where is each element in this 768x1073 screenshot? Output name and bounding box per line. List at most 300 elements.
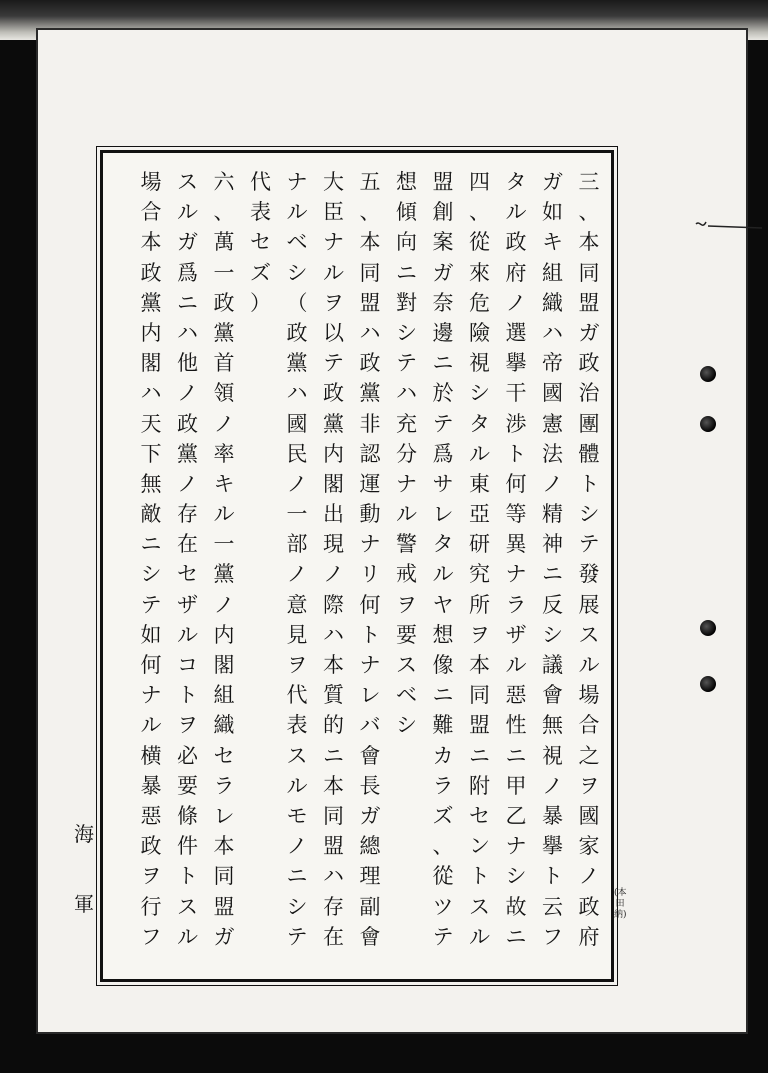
glyph: ナ: [359, 653, 381, 677]
glyph: ル: [286, 200, 308, 225]
text-column-1: [575, 167, 603, 952]
glyph: 意: [286, 592, 308, 617]
glyph: 政: [177, 411, 198, 436]
glyph: 傾: [396, 200, 417, 225]
glyph: 際: [323, 592, 344, 617]
glyph: 無: [542, 713, 563, 738]
glyph: 本: [578, 230, 600, 255]
glyph: レ: [359, 683, 381, 708]
glyph: 敵: [140, 502, 162, 527]
glyph: ニ: [140, 532, 162, 557]
glyph: 領: [213, 381, 235, 406]
glyph: ノ: [578, 864, 600, 889]
glyph: ラ: [213, 773, 235, 798]
glyph: 黨: [177, 441, 198, 466]
glyph: 等: [505, 502, 527, 527]
glyph: ノ: [213, 411, 235, 436]
glyph: 從: [469, 230, 490, 255]
glyph: 分: [396, 441, 417, 466]
glyph: 政: [359, 351, 381, 376]
glyph: 政: [140, 260, 162, 285]
glyph: 本: [140, 230, 162, 255]
glyph: 本: [323, 773, 344, 798]
glyph: 民: [286, 441, 308, 466]
glyph: ズ: [250, 260, 271, 285]
glyph: シ: [286, 260, 308, 285]
glyph: 議: [542, 653, 563, 677]
glyph: ス: [177, 894, 198, 919]
glyph: 必: [177, 743, 198, 768]
glyph: 本: [469, 653, 490, 677]
glyph: 要: [177, 773, 198, 798]
glyph: ガ: [432, 260, 454, 285]
glyph: ヲ: [396, 592, 417, 617]
glyph: 像: [432, 653, 454, 677]
glyph: ニ: [432, 683, 454, 708]
glyph: 從: [432, 864, 454, 889]
glyph: ル: [323, 260, 344, 285]
glyph: 同: [578, 260, 600, 285]
glyph: 代: [250, 170, 271, 194]
glyph: 理: [359, 864, 381, 889]
glyph: 非: [359, 411, 381, 436]
glyph: バ: [359, 713, 381, 738]
glyph: シ: [469, 381, 490, 406]
text-column-8: [320, 167, 348, 952]
glyph: 體: [578, 441, 600, 466]
glyph: ナ: [323, 230, 344, 255]
glyph: 乙: [505, 803, 527, 828]
glyph: ベ: [286, 230, 308, 255]
glyph: ラ: [432, 773, 454, 798]
glyph: 東: [469, 471, 490, 496]
glyph: ノ: [286, 834, 308, 859]
glyph: ガ: [359, 803, 381, 828]
glyph: ハ: [140, 381, 162, 406]
glyph: 甲: [505, 773, 527, 798]
glyph: ナ: [396, 471, 417, 496]
glyph: タ: [469, 411, 490, 436]
glyph: 想: [432, 622, 454, 647]
glyph: 組: [213, 683, 235, 708]
glyph: 率: [213, 441, 235, 466]
glyph: 要: [396, 622, 417, 647]
glyph: 亞: [469, 502, 490, 527]
glyph: フ: [140, 924, 162, 949]
glyph: 暴: [542, 803, 563, 828]
glyph: セ: [177, 562, 198, 587]
glyph: 究: [469, 562, 490, 587]
glyph: 政: [578, 351, 600, 376]
glyph: 家: [578, 834, 600, 859]
glyph: シ: [578, 502, 600, 527]
glyph: ハ: [177, 320, 198, 345]
punch-hole: [700, 676, 716, 692]
glyph: 盟: [323, 834, 344, 859]
glyph: 險: [469, 320, 490, 345]
glyph: ニ: [542, 562, 563, 587]
glyph: 所: [469, 592, 490, 617]
glyph: 之: [578, 743, 600, 768]
glyph: 黨: [213, 320, 235, 345]
glyph: テ: [323, 351, 344, 376]
glyph: 臣: [323, 200, 344, 225]
glyph: 在: [323, 924, 344, 949]
glyph: モ: [286, 803, 308, 828]
glyph: 三: [578, 170, 600, 194]
glyph: ル: [177, 622, 198, 647]
glyph: ス: [396, 653, 417, 677]
glyph: 四: [469, 170, 490, 194]
glyph: 下: [140, 441, 162, 466]
glyph: 閣: [213, 653, 235, 677]
glyph: ガ: [213, 924, 235, 949]
glyph: 織: [213, 713, 235, 738]
glyph: 警: [396, 532, 417, 557]
text-column-4: [466, 167, 494, 952]
glyph: ル: [505, 200, 527, 225]
glyph: 組: [542, 260, 563, 285]
glyph: サ: [432, 471, 454, 496]
glyph: 同: [469, 683, 490, 708]
punch-hole: [700, 416, 716, 432]
glyph: 現: [323, 532, 344, 557]
glyph: 場: [578, 683, 600, 708]
text-column-12: [174, 167, 202, 952]
glyph: （: [286, 290, 308, 315]
glyph: キ: [213, 471, 235, 496]
glyph: 暴: [140, 773, 162, 798]
glyph: ツ: [432, 894, 454, 919]
glyph: 展: [578, 592, 600, 617]
glyph: ベ: [396, 683, 417, 708]
glyph: 行: [140, 894, 162, 919]
glyph: テ: [432, 411, 454, 436]
glyph: ル: [578, 653, 600, 677]
glyph: 奈: [432, 290, 454, 315]
glyph: ト: [542, 864, 563, 889]
glyph: ル: [213, 502, 235, 527]
glyph: ザ: [177, 592, 198, 617]
glyph: 府: [578, 924, 600, 949]
glyph: 見: [286, 622, 308, 647]
glyph: 内: [140, 320, 162, 345]
glyph: ハ: [323, 622, 344, 647]
glyph: 存: [323, 894, 344, 919]
glyph: 憲: [542, 411, 563, 436]
glyph: 合: [578, 713, 600, 738]
glyph: カ: [432, 743, 454, 768]
glyph: ト: [359, 622, 381, 647]
glyph: 内: [213, 622, 235, 647]
glyph: 以: [323, 320, 344, 345]
glyph: ナ: [359, 532, 381, 557]
glyph: ハ: [359, 320, 381, 345]
glyph: 存: [177, 502, 198, 527]
glyph: 表: [250, 200, 271, 225]
glyph: 向: [396, 230, 417, 255]
text-column-13: [137, 167, 165, 952]
glyph: 政: [213, 290, 235, 315]
glyph: シ: [542, 622, 563, 647]
glyph: ナ: [140, 683, 162, 708]
glyph: ノ: [177, 471, 198, 496]
glyph: ヲ: [177, 713, 198, 738]
glyph: ガ: [542, 170, 563, 194]
glyph: ガ: [177, 230, 198, 255]
glyph: 、: [432, 834, 454, 859]
glyph: 盟: [578, 290, 600, 315]
glyph: 政: [505, 230, 527, 255]
glyph: 動: [359, 502, 381, 527]
glyph: ノ: [323, 562, 344, 587]
margin-char-2: 軍: [74, 892, 94, 916]
glyph: ヲ: [578, 773, 600, 798]
glyph: 内: [323, 441, 344, 466]
glyph: ナ: [286, 170, 308, 194]
glyph: 横: [140, 743, 162, 768]
glyph: 本: [323, 653, 344, 677]
glyph: ニ: [505, 924, 527, 949]
glyph: 如: [542, 200, 563, 225]
glyph: フ: [542, 924, 563, 949]
glyph: 、: [213, 200, 235, 225]
text-column-10: [247, 167, 275, 318]
glyph: 何: [140, 653, 162, 677]
glyph: 會: [359, 924, 381, 949]
glyph: ノ: [505, 290, 527, 315]
glyph: 何: [505, 471, 527, 496]
text-column-6: [393, 167, 421, 741]
glyph: ）: [250, 290, 271, 315]
glyph: 難: [432, 713, 454, 738]
glyph: ハ: [286, 381, 308, 406]
glyph: ザ: [505, 622, 527, 647]
glyph: 附: [469, 773, 490, 798]
glyph: テ: [286, 924, 308, 949]
glyph: 戒: [396, 562, 417, 587]
text-column-7: [356, 167, 384, 952]
glyph: リ: [359, 562, 381, 587]
glyph: 在: [177, 532, 198, 557]
glyph: 創: [432, 200, 454, 225]
glyph: 他: [177, 351, 198, 376]
glyph: シ: [140, 562, 162, 587]
glyph: 研: [469, 532, 490, 557]
margin-char-1: 海: [74, 822, 94, 846]
glyph: ハ: [542, 320, 563, 345]
glyph: ニ: [505, 743, 527, 768]
glyph: 帝: [542, 351, 563, 376]
glyph: 國: [286, 411, 308, 436]
glyph: ル: [469, 924, 490, 949]
glyph: 閣: [323, 471, 344, 496]
glyph: 副: [359, 894, 381, 919]
glyph: 危: [469, 290, 490, 315]
glyph: 擧: [542, 834, 563, 859]
glyph: 精: [542, 502, 563, 527]
glyph: コ: [177, 653, 198, 677]
glyph: 如: [140, 622, 162, 647]
glyph: 政: [578, 894, 600, 919]
glyph: 條: [177, 803, 198, 828]
glyph: ニ: [432, 351, 454, 376]
glyph: 治: [578, 381, 600, 406]
glyph: 總: [359, 834, 381, 859]
glyph: ル: [286, 773, 308, 798]
glyph: 、: [469, 200, 490, 225]
glyph: 選: [505, 320, 527, 345]
glyph: 視: [542, 743, 563, 768]
glyph: 府: [505, 260, 527, 285]
glyph: 法: [542, 441, 563, 466]
glyph: 運: [359, 471, 381, 496]
glyph: 、: [578, 200, 600, 225]
glyph: 會: [542, 683, 563, 708]
glyph: テ: [396, 351, 417, 376]
text-column-2: [539, 167, 567, 952]
glyph: ル: [505, 653, 527, 677]
glyph: ノ: [213, 592, 235, 617]
glyph: 認: [359, 441, 381, 466]
glyph: 擧: [505, 351, 527, 376]
text-column-3: [502, 167, 530, 952]
glyph: 天: [140, 411, 162, 436]
glyph: ハ: [323, 864, 344, 889]
glyph: ニ: [323, 743, 344, 768]
glyph: 惡: [140, 803, 162, 828]
seal-stamp: (本田納): [614, 888, 627, 920]
glyph: ル: [177, 924, 198, 949]
glyph: セ: [250, 230, 271, 255]
glyph: ノ: [542, 773, 563, 798]
glyph: 反: [542, 592, 563, 617]
glyph: 國: [542, 381, 563, 406]
glyph: タ: [505, 170, 527, 194]
pen-mark: [694, 218, 764, 232]
glyph: ヲ: [323, 290, 344, 315]
glyph: 黨: [140, 290, 162, 315]
glyph: ハ: [396, 381, 417, 406]
glyph: 渉: [505, 411, 527, 436]
glyph: 六: [213, 170, 235, 194]
glyph: 合: [140, 200, 162, 225]
glyph: 無: [140, 471, 162, 496]
glyph: ニ: [177, 290, 198, 315]
glyph: 故: [505, 894, 527, 919]
glyph: セ: [469, 803, 490, 828]
glyph: ル: [469, 441, 490, 466]
glyph: レ: [213, 803, 235, 828]
glyph: ス: [578, 622, 600, 647]
glyph: ト: [469, 864, 490, 889]
glyph: 黨: [359, 381, 381, 406]
glyph: ル: [140, 713, 162, 738]
glyph: ト: [578, 471, 600, 496]
glyph: 團: [578, 411, 600, 436]
text-column-11: [210, 167, 238, 952]
glyph: ル: [396, 502, 417, 527]
glyph: キ: [542, 230, 563, 255]
glyph: テ: [578, 532, 600, 557]
glyph: ノ: [286, 562, 308, 587]
glyph: 於: [432, 381, 454, 406]
glyph: ニ: [469, 743, 490, 768]
glyph: シ: [505, 864, 527, 889]
glyph: 黨: [286, 351, 308, 376]
text-column-9: [283, 167, 311, 952]
glyph: 本: [359, 230, 381, 255]
glyph: 場: [140, 170, 162, 194]
glyph: 質: [323, 683, 344, 708]
text-column-5: [429, 167, 457, 952]
glyph: 同: [359, 260, 381, 285]
glyph: ト: [505, 441, 527, 466]
glyph: 表: [286, 713, 308, 738]
glyph: 充: [396, 411, 417, 436]
glyph: ン: [469, 834, 490, 859]
glyph: ト: [177, 683, 198, 708]
glyph: 萬: [213, 230, 235, 255]
glyph: 惡: [505, 683, 527, 708]
glyph: ノ: [286, 471, 308, 496]
glyph: ヤ: [432, 592, 454, 617]
punch-hole: [700, 620, 716, 636]
glyph: 盟: [359, 290, 381, 315]
glyph: 異: [505, 532, 527, 557]
glyph: 一: [286, 502, 308, 527]
glyph: 爲: [432, 441, 454, 466]
glyph: ガ: [578, 320, 600, 345]
glyph: ナ: [505, 834, 527, 859]
glyph: レ: [432, 502, 454, 527]
glyph: 同: [213, 864, 235, 889]
text-frame: [100, 150, 614, 982]
glyph: シ: [396, 320, 417, 345]
glyph: 會: [359, 743, 381, 768]
glyph: タ: [432, 532, 454, 557]
glyph: 長: [359, 773, 381, 798]
glyph: 干: [505, 381, 527, 406]
punch-hole: [700, 366, 716, 382]
glyph: 國: [578, 803, 600, 828]
glyph: 織: [542, 290, 563, 315]
glyph: 閣: [140, 351, 162, 376]
glyph: ヲ: [286, 653, 308, 677]
glyph: ニ: [396, 260, 417, 285]
glyph: 政: [286, 320, 308, 345]
glyph: 部: [286, 532, 308, 557]
glyph: ル: [432, 562, 454, 587]
glyph: ズ: [432, 803, 454, 828]
glyph: 性: [505, 713, 527, 738]
glyph: シ: [286, 894, 308, 919]
glyph: 視: [469, 351, 490, 376]
glyph: 政: [140, 834, 162, 859]
glyph: 對: [396, 290, 417, 315]
glyph: ナ: [505, 562, 527, 587]
glyph: 云: [542, 894, 563, 919]
glyph: ヲ: [140, 864, 162, 889]
glyph: 一: [213, 532, 235, 557]
glyph: 代: [286, 683, 308, 708]
glyph: 發: [578, 562, 600, 587]
glyph: 盟: [213, 894, 235, 919]
glyph: 邊: [432, 320, 454, 345]
glyph: ト: [177, 864, 198, 889]
glyph: セ: [213, 743, 235, 768]
glyph: 盟: [432, 170, 454, 194]
